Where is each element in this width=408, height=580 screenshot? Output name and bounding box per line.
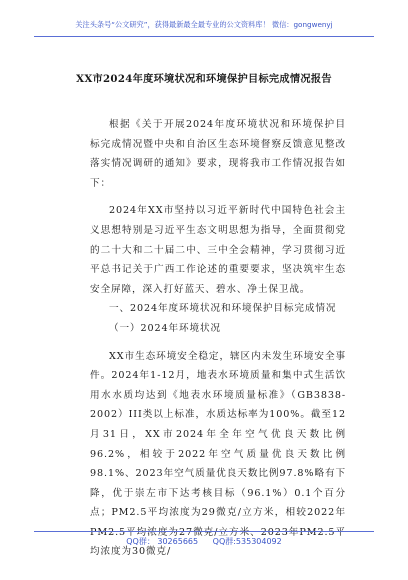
footer-divider — [34, 531, 374, 532]
footer-qq-group-2: QQ群:535304092 — [212, 537, 282, 546]
section-heading-1: 一、2024年度环境状况和环境保护目标完成情况 — [109, 303, 337, 315]
header-banner: 关注头条号“公文研究”，获得最新最全最专业的公文资料库！ 微信：gongwenyj — [75, 20, 333, 29]
paragraph-environment-status: XX市生态环境安全稳定，辖区内未发生环境安全事件。2024年1-12月，地表水环境质量和集中式生活饮用水水质均达到《地表水环境质量标准》（GB3838-2002）III类以上标准，水质达标率为100%。截至12月31日，XX市2024年全年空气优良天数比例96.2%，相较于2022年空气质量优良天数比例98.1%、2023年空气质量优良天数比例97.8%略有下降，优于崇左市下达考核目标（96.1%）0.1个百分点；PM2.5平均浓度为29微克/立方米，相较2022年PM2.5平均浓度为27微克/立方米、2023年PM2.5平均浓度为30微克/ — [90, 350, 346, 558]
footer-qq-groups — [0, 536, 408, 547]
paragraph-overview: 2024年XX市坚持以习近平新时代中国特色社会主义思想特别是习近平生态文明思想为指导，全面贯彻党的二十大和二十届二中、三中全会精神，学习贯彻习近平总书记关于广西工作论述的重要要求，坚决筑牢生态安全屏障，深入打好蓝天、碧水、净土保卫战。 — [90, 205, 346, 295]
paragraph-intro: 根据《关于开展2024年度环境状况和环境保护目标完成情况暨中央和自治区生态环境督察反馈意见整改落实情况调研的通知》要求，现将我市工作情况报告如下： — [90, 119, 346, 189]
document-title: XX市2024年度环境状况和环境保护目标完成情况报告 — [76, 73, 332, 85]
header-divider — [34, 36, 374, 37]
document-body — [90, 115, 346, 562]
section-heading-2: （一）2024年环境状况 — [109, 322, 221, 334]
footer-qq-group-1: QQ群： 30265665 — [126, 537, 199, 546]
